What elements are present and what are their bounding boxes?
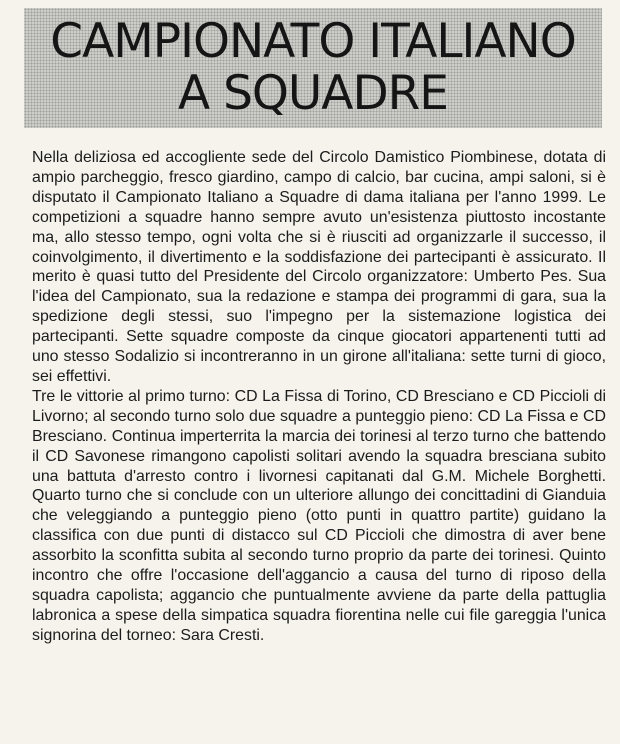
- title-banner: [24, 8, 602, 128]
- paragraph-1: Nella deliziosa ed accogliente sede del Circolo Damistico Piombinese, dotata di ampio parcheggio, fresco giardino, campo di calcio, bar cucina, ampi saloni, si è disputato il Campionato Italiano a Squadre di dama italiana per l'anno 1999. Le competizioni a squadre hanno sempre avuto un'esistenza piuttosto incostante ma, allo stesso tempo, ogni volta che si è riusciti ad organizzarle il successo, il coinvolgimento, il divertimento e la soddisfazione dei partecipanti è assicurato. Il merito è quasi tutto del Presidente del Circolo organizzatore: Umberto Pes. Sua l'idea del Campionato, sua la redazione e stampa dei programmi di gara, sua la spedizione degli stessi, suo l'impegno per la sistemazione logistica dei partecipanti. Sette squadre composte da cinque giocatori appartenenti tutti ad uno stesso Sodalizio si incontreranno in un girone all'italiana: sette turni di gioco, sei effettivi.: [32, 149, 606, 385]
- page-title-line-2: A SQUADRE: [177, 66, 449, 121]
- article-body: [32, 148, 606, 646]
- paragraph-2: Tre le vittorie al primo turno: CD La Fissa di Torino, CD Bresciano e CD Piccioli di Livorno; al secondo turno solo due squadre a punteggio pieno: CD La Fissa e CD Bresciano. Continua imperterrita la marcia dei torinesi al terzo turno che battendo il CD Savonese rimangono capolisti solitari avendo la squadra bresciana subito una battuta d'arresto contro i livornesi capitanati dal G.M. Michele Borghetti. Quarto turno che si conclude con un ulteriore allungo dei concittadini di Gianduia che veleggiando a punteggio pieno (otto punti in quattro partite) guidano la classifica con due punti di distacco sul CD Piccioli che dimostra di aver bene assorbito la sconfitta subita al secondo turno proprio da parte dei torinesi. Quinto incontro che offre l'occasione dell'aggancio a causa del turno di riposo della squadra capolista; aggancio che puntualmente avviene da parte della pattuglia labronica a spese della simpatica squadra fiorentina nelle cui file gareggia l'unica signorina del torneo: Sara Cresti.: [32, 387, 606, 644]
- page-title-line-1: CAMPIONATO ITALIANO: [50, 14, 576, 69]
